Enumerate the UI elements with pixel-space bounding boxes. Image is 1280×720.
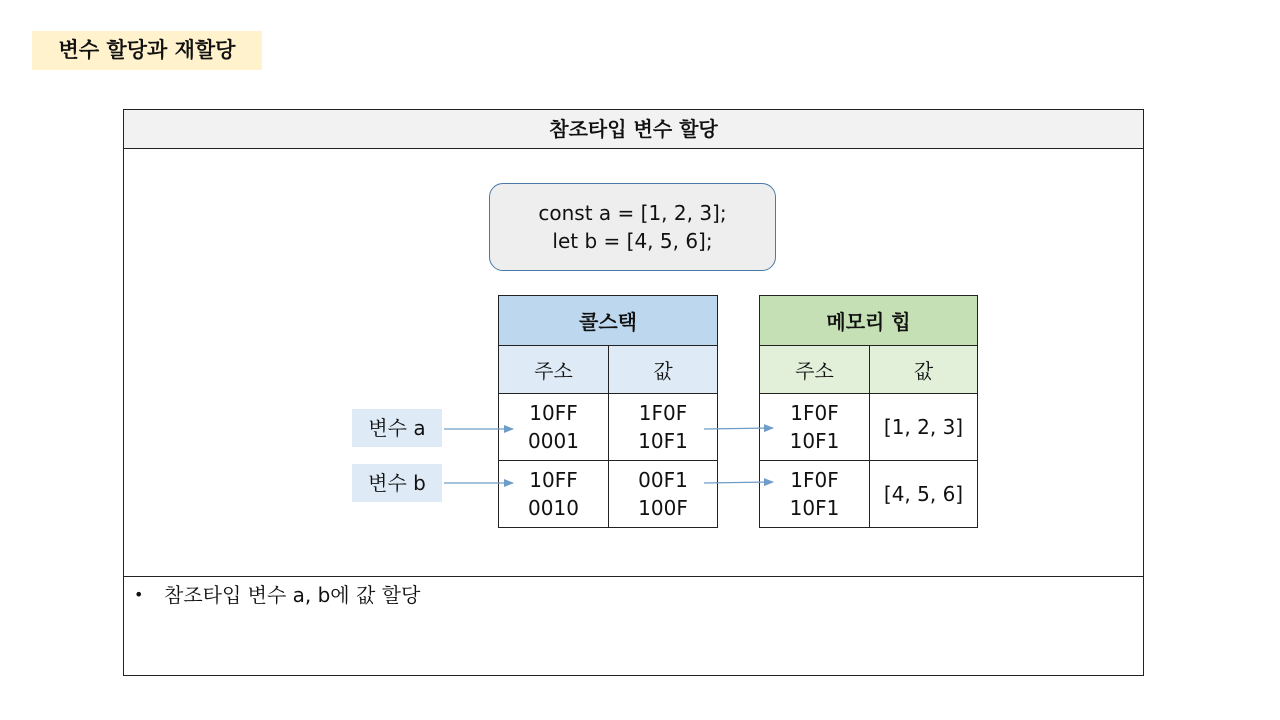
note-text: 참조타입 변수 a, b에 값 할당 [164, 583, 421, 607]
memory-heap-title: 메모리 힙 [760, 296, 978, 346]
frame-divider [124, 576, 1143, 577]
value-line: 10F1 [638, 429, 688, 453]
variable-b-label: 변수 b [352, 464, 442, 502]
call-stack-address-cell [499, 461, 609, 528]
call-stack-title: 콜스택 [499, 296, 718, 346]
call-stack-row [499, 394, 718, 461]
address-line: 10F1 [789, 429, 840, 453]
value-line: 100F [638, 496, 688, 520]
memory-heap-value-cell: [1, 2, 3] [870, 394, 978, 461]
memory-heap-row [760, 461, 978, 528]
call-stack-value-cell [609, 394, 718, 461]
memory-heap-value-header: 값 [870, 346, 978, 394]
memory-heap-address-cell [760, 461, 870, 528]
note-bullet: • [134, 585, 144, 604]
address-line: 10F1 [789, 496, 840, 520]
call-stack-table [498, 295, 718, 528]
memory-heap-address-header: 주소 [760, 346, 870, 394]
address-line: 0001 [528, 429, 579, 453]
value-line: 00F1 [638, 468, 688, 492]
code-box [489, 183, 776, 271]
call-stack-address-cell [499, 394, 609, 461]
call-stack-value-header: 값 [609, 346, 718, 394]
call-stack-row [499, 461, 718, 528]
page-title: 변수 할당과 재할당 [32, 31, 262, 70]
memory-heap-address-cell [760, 394, 870, 461]
code-line-2: let b = [4, 5, 6]; [552, 229, 713, 253]
address-line: 1F0F [790, 468, 839, 492]
memory-heap-row [760, 394, 978, 461]
value-line: 1F0F [638, 401, 688, 425]
frame-title: 참조타입 변수 할당 [124, 110, 1143, 149]
variable-a-label: 변수 a [352, 409, 442, 447]
code-line-1: const a = [1, 2, 3]; [538, 201, 727, 225]
note [134, 580, 420, 610]
memory-heap-value-cell: [4, 5, 6] [870, 461, 978, 528]
address-line: 0010 [528, 496, 579, 520]
call-stack-value-cell [609, 461, 718, 528]
address-line: 10FF [529, 468, 578, 492]
memory-heap-table [759, 295, 978, 528]
call-stack-address-header: 주소 [499, 346, 609, 394]
address-line: 1F0F [790, 401, 839, 425]
address-line: 10FF [529, 401, 578, 425]
